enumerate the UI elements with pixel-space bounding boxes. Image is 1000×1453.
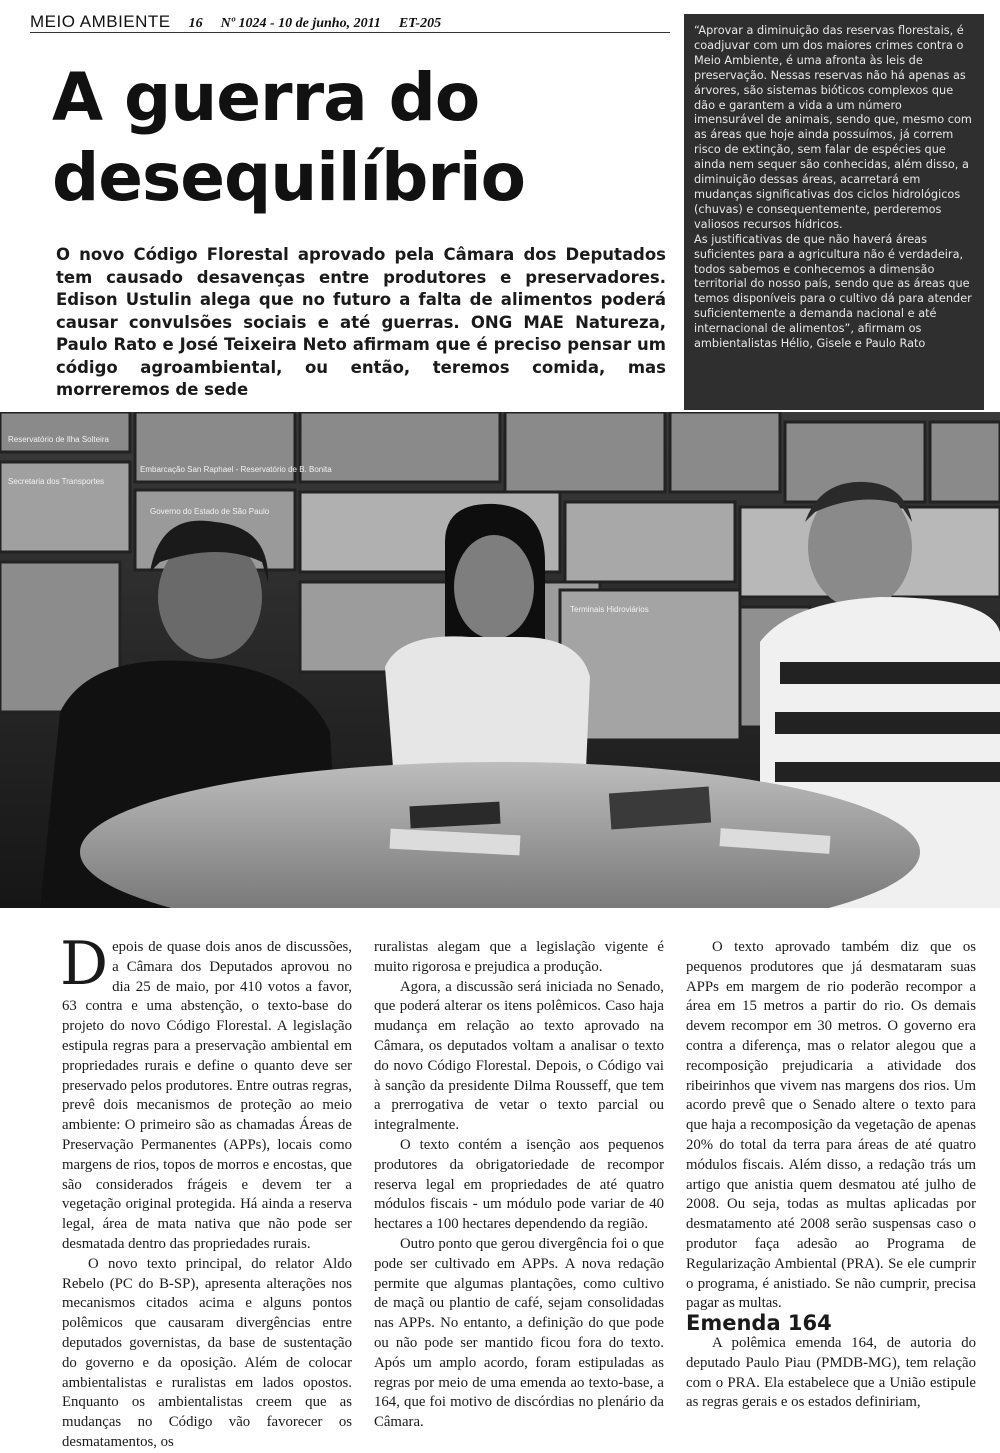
drop-cap: D — [60, 929, 109, 999]
page-header — [30, 6, 670, 33]
page-number: 16 — [188, 16, 203, 31]
paragraph: O texto aprovado também diz que os pequenos produtores que já desmataram suas APPs em margem de rio poderão recompor a área em 15 metros a partir do rio. Os demais devem recompor em 30 metros. O governo era contra a diferença, mas o relator alegou que a recomposição prejudicaria a atividade dos ribeirinhos que vivem nas margens dos rios. Um acordo prevê que o Senado altere o texto para que haja a recomposição da vegetação de apenas 20% do total da terra para áreas de até quatro módulos fiscais. Além disso, a redação trás um artigo que anistia quem desmatou até julho de 2008. Ou seja, todas as multas aplicadas por desmatamento até 2008 serão suspensas caso o produtor faça adesão ao Programa de Regularização Ambiental (PRA). Se ele cumprir o programa, é anistiado. Se não cumprir, precisa pagar as multas. — [686, 939, 976, 1312]
edition-code: ET-205 — [398, 16, 442, 31]
pull-quote-paragraph-2: As justificativas de que não haverá áreas suficientes para a agricultura não é verdadeira, todos sabemos e conhecemos a dimensão territorial do nosso país, sendo que as áreas que temos disponíveis para o cultivo dá para atender suficientemente a demanda nacional e até internacional de alimentos”, afirmam os ambientalistas Hélio, Gisele e Paulo Rato — [694, 232, 972, 351]
paragraph: O texto contém a isenção aos pequenos produtores da obrigatoriedade de recompor reserva legal em propriedades de até quatro módulos fiscais - um módulo pode variar de 40 hectares a 100 hectares dependendo da região. — [374, 1136, 664, 1233]
pull-quote-box — [684, 14, 984, 410]
headline-line-2: desequilíbrio — [52, 139, 525, 216]
lead-paragraph: O novo Código Florestal aprovado pela Câmara dos Deputados tem causado desavenças entre produtores e preservadores. Edison Ustulin alega que no futuro a falta de alimentos poderá causar convulsões sociais e até guerras. ONG MAE Natureza, Paulo Rato e José Teixeira Neto afirmam que é preciso pensar um código agroambiental, ou então, teremos comida, mas morreremos de sede — [56, 245, 666, 399]
photo-caption-5: Terminais Hidroviários — [570, 605, 649, 614]
paragraph: Agora, a discussão será iniciada no Senado, que poderá alterar os itens polêmicos. Caso haja mudança em relação ao texto aprovado na Câmara, os deputados voltam a analisar o texto do novo Código Florestal. Depois, o Código vai à sanção da presidente Dilma Rousseff, que tem a prerrogativa de vetar o texto parcial ou integralmente. — [374, 978, 664, 1134]
paragraph — [60, 929, 352, 1255]
photo-caption-4: Reservatório de Ilha Solteira — [8, 435, 109, 444]
pull-quote-paragraph-1: “Aprovar a diminuição das reservas florestais, é coadjuvar com um dos maiores crimes contra o Meio Ambiente, é uma afronta às leis de preservação. Nessas reservas não há apenas as árvores, são sistemas bióticos complexos que dão e garantem a vida a um número imensurável de animais, sendo que, mesmo com as áreas que hoje ainda possuímos, já correm risco de extinção, sem falar de espécies que ainda nem sequer são conhecidas, além disso, a diminuição dessas áreas, acarretará em mudanças significativas dos ciclos hidrológicos (chuvas) e consequentemente, perderemos valiosos recursos hídricos. — [694, 24, 972, 231]
paragraph: Outro ponto que gerou divergência foi o que pode ser cultivado em APPs. A nova redação permite que algumas plantações, como cultivo de maçã ou plantio de café, sejam consolidadas nas APPs. No entanto, a definição do que pode ou não pode ser mantido ficou fora do texto. Após um amplo acordo, foram estipuladas as regras por meio de uma emenda ao texto-base, a 164, que foi motivo de discórdias no plenário da Câmara. — [374, 1235, 664, 1431]
paragraph-text: epois de quase dois anos de discussões, a Câmara dos Deputados aprovou no dia 25 de maio, por 410 votos a favor, 63 contra e uma abstenção, o texto-base do projeto do novo Código Florestal. A legislação estipula regras para a preservação ambiental em propriedades rurais e define o quanto deve ser preservado pelos produtores. Entre outras regras, prevê dois mecanismos de proteção ao meio ambiente: O primeiro são as chamadas Áreas de Preservação Permanentes (APPs), locais como margens de rios, topos de morros e encostas, que são considerados frágeis e devem ter a vegetação original protegida. Há ainda a reserva legal, área de mata nativa que não pode ser desmatada dentro das propriedades rurais. — [62, 939, 352, 1252]
issue-date: Nº 1024 - 10 de junho, 2011 — [220, 16, 381, 31]
photo-caption-3: Embarcação San Raphael - Reservatório de B. Bonita — [140, 465, 332, 474]
column-1 — [60, 929, 352, 1450]
subheading: Emenda 164 — [686, 1311, 832, 1336]
photo-caption-1: Secretaria dos Transportes — [8, 477, 105, 486]
column-2 — [374, 938, 664, 1431]
article-body — [60, 929, 978, 1450]
column-3 — [686, 938, 976, 1411]
paragraph: O novo texto principal, do relator Aldo Rebelo (PC do B-SP), apresenta alterações nos mecanismos citados acima e alguns pontos polêmicos que causaram divergências entre deputados governistas, da base de sustentação do governo e da oposição. Além de colocar ambientalistas e ruralistas em lados opostos. Enquanto os ambientalistas creem que as mudanças no Código vão favorecer os desmatamentos, os — [62, 1255, 352, 1450]
article-photo — [0, 412, 1000, 908]
headline-line-1: A guerra do — [52, 59, 480, 136]
paragraph: ruralistas alegam que a legislação vigente é muito rigorosa e prejudica a produção. — [374, 939, 664, 975]
headline — [52, 58, 672, 218]
paragraph: A polêmica emenda 164, de autoria do deputado Paulo Piau (PMDB-MG), tem relação com o PRA. Ela estabelece que a União estipule as regras gerais e os estados definiriam, — [686, 1334, 976, 1411]
section-name: MEIO AMBIENTE — [30, 12, 171, 31]
photo-caption-2: Governo do Estado de São Paulo — [150, 507, 270, 516]
photo-illustration — [0, 412, 1000, 908]
